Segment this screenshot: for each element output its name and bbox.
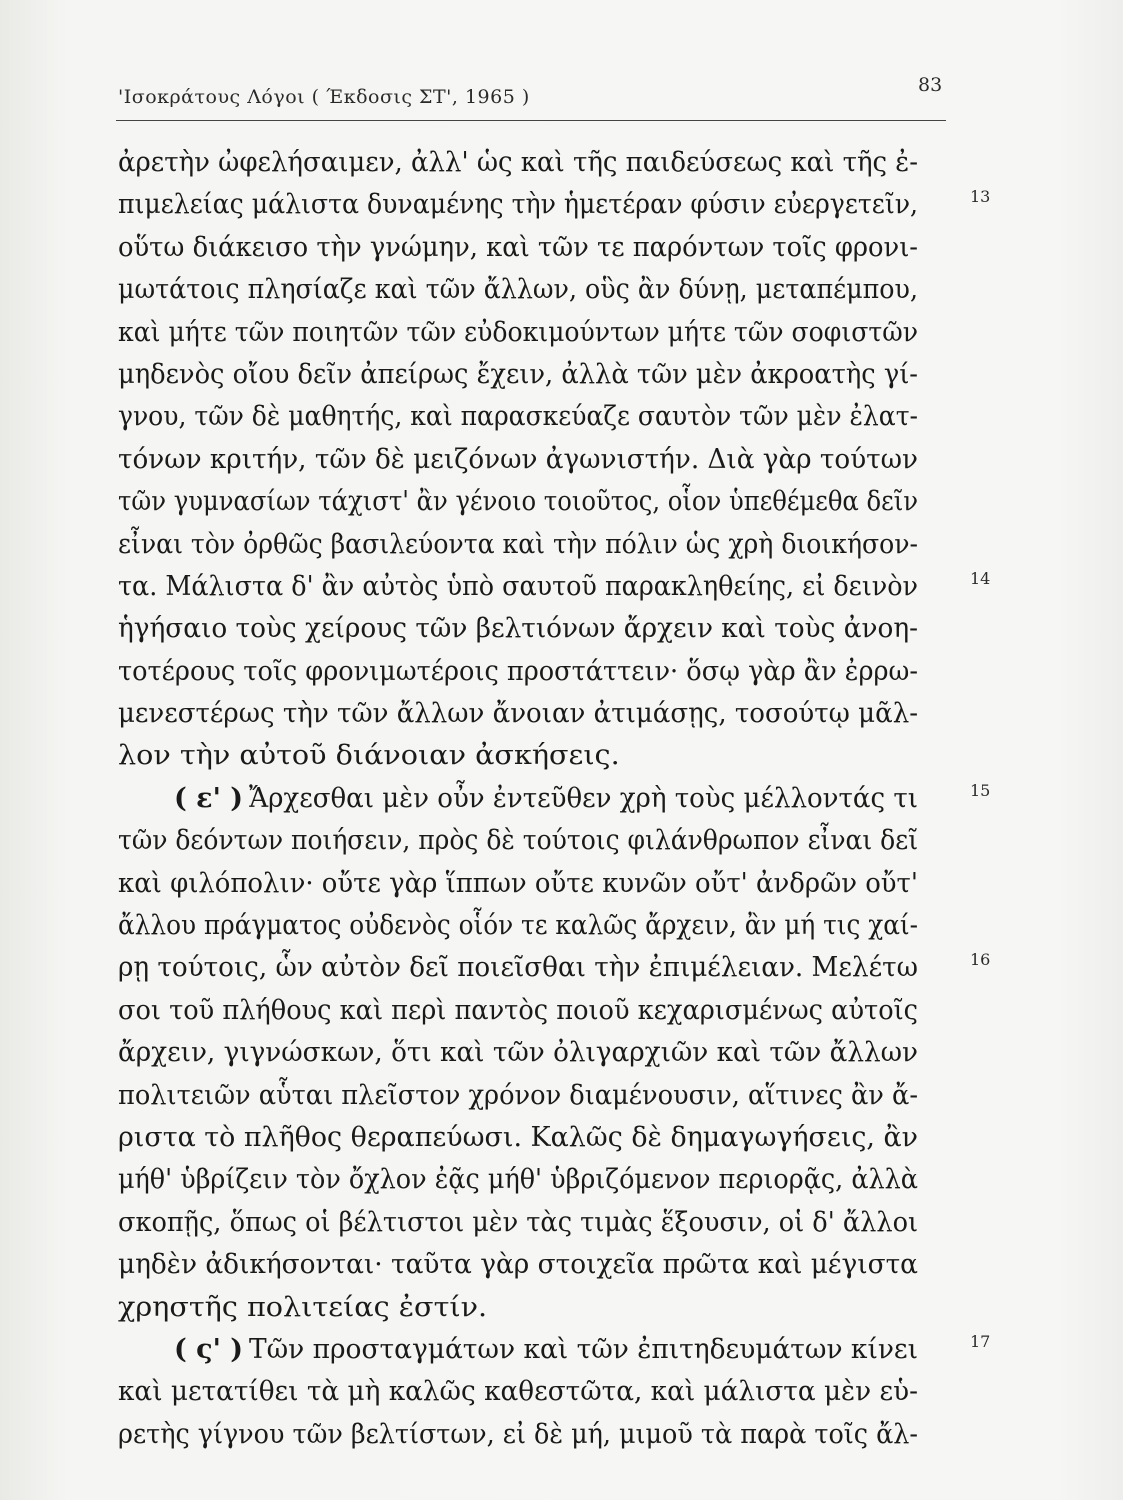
paragraph-number: 15 — [970, 780, 991, 800]
paragraph-number: 17 — [970, 1331, 991, 1351]
text-line: μενεστέρως τὴν τῶν ἄλλων ἄνοιαν ἀτιμάσῃς, τοσούτῳ μᾶλ- — [118, 698, 918, 730]
text-line: σοι τοῦ πλήθους καὶ περὶ παντὸς ποιοῦ κεχαρισμένως αὐτοῖς — [118, 994, 918, 1026]
text-line: ριστα τὸ πλῆθος θεραπεύωσι. Καλῶς δὲ δημαγωγήσεις, ἂν — [118, 1121, 918, 1153]
running-header: 'Ισοκράτους Λόγοι ( Έκδοσις ΣΤ', 1965 ) — [118, 86, 530, 108]
text-line: μηδενὸς οἴου δεῖν ἀπείρως ἔχειν, ἀλλὰ τῶν μὲν ἀκροατὴς γί- — [118, 358, 918, 390]
text-line: τοτέρους τοῖς φρονιμωτέροις προστάττειν· ὅσῳ γὰρ ἂν ἐρρω- — [118, 655, 918, 687]
text-line: λον τὴν αὐτοῦ διάνοιαν ἀσκήσεις. — [118, 740, 620, 772]
section-marker: ( ε' ) — [174, 782, 244, 814]
text-line: εἶναι τὸν ὀρθῶς βασιλεύοντα καὶ τὴν πόλιν ὡς χρὴ διοικήσον- — [118, 528, 918, 560]
text-line: καὶ μετατίθει τὰ μὴ καλῶς καθεστῶτα, καὶ μάλιστα μὲν εὑ- — [118, 1376, 918, 1408]
text-line: ( ε' ) Ἄρχεσθαι μὲν οὖν ἐντεῦθεν χρὴ τοὺς μέλλοντάς τι 15 — [118, 778, 968, 820]
text-line: τα. Μάλιστα δ' ἂν αὐτὸς ὑπὸ σαυτοῦ παρακληθείης, εἰ δεινὸν 14 — [118, 566, 968, 608]
text-line: χρηστῆς πολιτείας ἐστίν. — [118, 1291, 488, 1323]
text-line: ἄλλου πράγματος οὐδενὸς οἷόν τε καλῶς ἄρχειν, ἂν μή τις χαί- — [118, 910, 918, 942]
text-line: μηδὲν ἀδικήσονται· ταῦτα γὰρ στοιχεῖα πρῶτα καὶ μέγιστα — [118, 1249, 918, 1281]
paragraph-number: 14 — [970, 568, 991, 588]
body-text — [118, 142, 991, 1456]
text-line: ( ς' ) Τῶν προσταγμάτων καὶ τῶν ἐπιτηδευμάτων κίνει 17 — [118, 1329, 968, 1371]
text-line: καὶ μήτε τῶν ποιητῶν τῶν εὐδοκιμούντων μήτε τῶν σοφιστῶν — [118, 316, 918, 348]
text-line: τῶν γυμνασίων τάχιστ' ἂν γένοιο τοιοῦτος, οἷον ὑπεθέμεθα δεῖν — [118, 486, 918, 518]
header-rule — [116, 120, 946, 121]
text-line: μήθ' ὑβρίζειν τὸν ὄχλον ἐᾷς μήθ' ὑβριζόμενον περιορᾷς, ἀλλὰ — [118, 1164, 918, 1196]
text-line: καὶ φιλόπολιν· οὔτε γὰρ ἵππων οὔτε κυνῶν οὔτ' ἀνδρῶν οὔτ' — [118, 867, 918, 899]
text-line: μωτάτοις πλησίαζε καὶ τῶν ἄλλων, οὓς ἂν δύνῃ, μεταπέμπου, — [118, 274, 918, 306]
paragraph-number: 16 — [970, 950, 991, 970]
paragraph-number: 13 — [970, 187, 991, 207]
text-line: πολιτειῶν αὗται πλεῖστον χρόνον διαμένουσιν, αἵτινες ἂν ἄ- — [118, 1079, 918, 1111]
text-line: ἡγήσαιο τοὺς χείρους τῶν βελτιόνων ἄρχειν καὶ τοὺς ἀνοη- — [118, 613, 918, 645]
text-line: σκοπῇς, ὅπως οἱ βέλτιστοι μὲν τὰς τιμὰς ἕξουσιν, οἱ δ' ἄλλοι — [118, 1206, 918, 1238]
text-line: οὕτω διάκεισο τὴν γνώμην, καὶ τῶν τε παρόντων τοῖς φρονι- — [118, 231, 918, 263]
section-marker: ( ς' ) — [174, 1333, 244, 1365]
text-line: τόνων κριτήν, τῶν δὲ μειζόνων ἀγωνιστήν. Διὰ γὰρ τούτων — [118, 443, 918, 475]
text-line: ἀρετὴν ὠφελήσαιμεν, ἀλλ' ὡς καὶ τῆς παιδεύσεως καὶ τῆς ἐ- — [118, 147, 918, 178]
text-line: γνου, τῶν δὲ μαθητής, καὶ παρασκεύαζε σαυτὸν τῶν μὲν ἐλατ- — [118, 401, 918, 433]
text-line: ρετὴς γίγνου τῶν βελτίστων, εἰ δὲ μή, μιμοῦ τὰ παρὰ τοῖς ἄλ- — [118, 1418, 918, 1450]
text-line: ρῃ τούτοις, ὧν αὐτὸν δεῖ ποιεῖσθαι τὴν ἐπιμέλειαν. Μελέτω 16 — [118, 947, 968, 989]
page-number: 83 — [918, 74, 943, 96]
text-line: ἄρχειν, γιγνώσκων, ὅτι καὶ τῶν ὀλιγαρχιῶν καὶ τῶν ἄλλων — [118, 1037, 918, 1069]
text-line: τῶν δεόντων ποιήσειν, πρὸς δὲ τούτοις φιλάνθρωπον εἶναι δεῖ — [118, 825, 918, 857]
text-line: πιμελείας μάλιστα δυναμένης τὴν ἡμετέραν φύσιν εὐεργετεῖν, 13 — [118, 184, 968, 226]
